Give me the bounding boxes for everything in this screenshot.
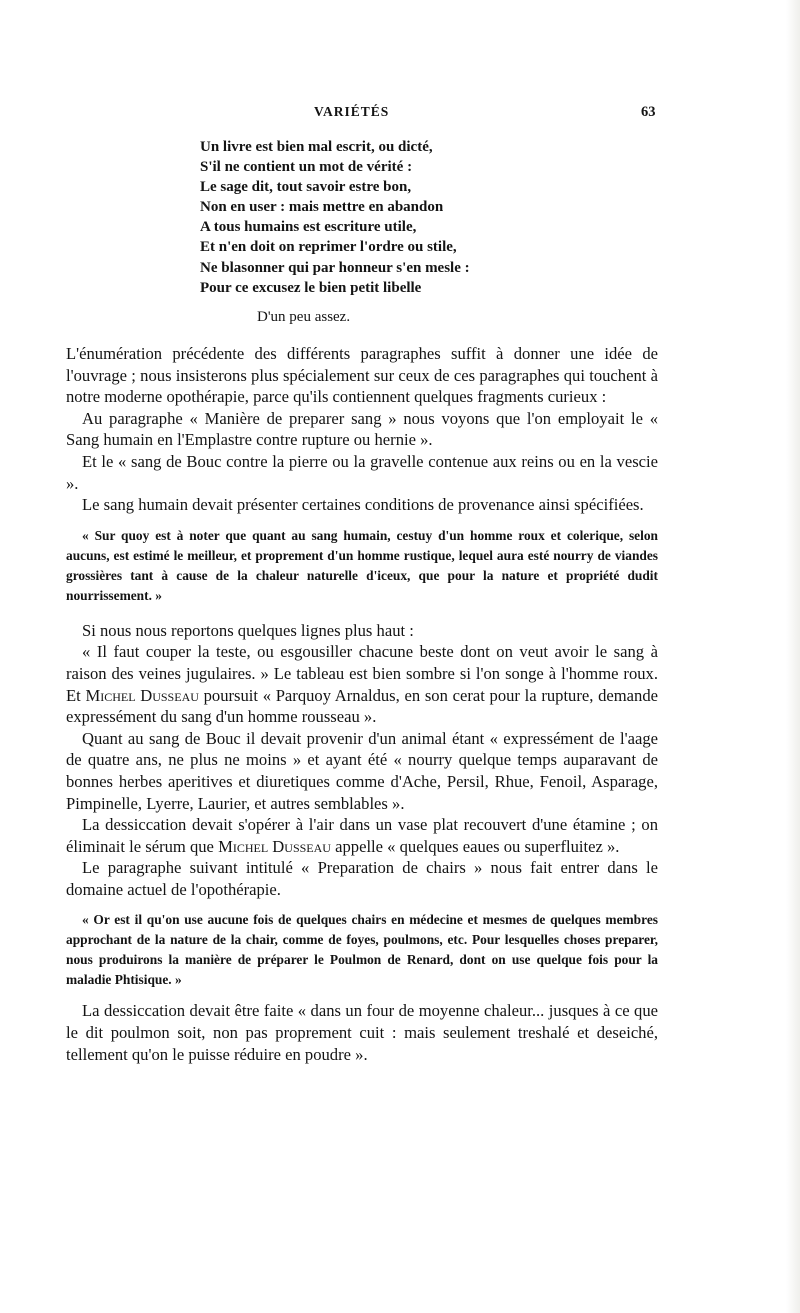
paragraph <box>66 641 658 727</box>
running-title: VARIÉTÉS <box>314 104 390 119</box>
paragraph <box>66 814 658 857</box>
paragraph: Quant au sang de Bouc il devait provenir d'un animal étant « expressément de l'aage de quatre ans, ne plus ne moins » et ayant été « nourry quelque temps auparavant de bonnes herbes aperitives et diuretiques comme d'Ache, Persil, Rhue, Fenoil, Asparage, Pimpinelle, Lyerre, Laurier, et autres semblables ». <box>66 728 658 813</box>
paragraph: Et le « sang de Bouc contre la pierre ou la gravelle contenue aux reins ou en la vescie ». <box>66 451 658 493</box>
poem-line: Pour ce excusez le bien petit libelle <box>200 279 422 296</box>
paragraph: Le sang humain devait présenter certaines conditions de provenance ainsi spécifiées. <box>82 495 644 515</box>
poem-line: A tous humains est escriture utile, <box>200 219 417 236</box>
paragraph: Le paragraphe suivant intitulé « Preparation de chairs » nous fait entrer dans le domaine actuel de l'opothérapie. <box>66 858 658 899</box>
page-edge-shadow <box>786 0 800 1313</box>
page-number: 63 <box>641 104 656 120</box>
poem-line: Un livre est bien mal escrit, ou dicté, <box>200 139 433 155</box>
paragraph: Au paragraphe « Manière de preparer sang » nous voyons que l'on employait le « Sang humain en l'Emplastre contre rupture ou hernie ». <box>66 408 658 450</box>
poem-line: Non en user : mais mettre en abandon <box>200 199 444 216</box>
poem-line: Le sage dit, tout savoir estre bon, <box>200 179 412 196</box>
block-quote: « Or est il qu'on use aucune fois de quelques chairs en médecine et mesmes de quelques membres approchant de la nature de la chair, comme de foyes, poulmons, etc. Pour lesquelles choses preparer, nous produirons la manière de préparer le Poulmon de Renard, dont on use quelque fois pour la maladie Phtisique. » <box>66 912 658 988</box>
paragraph: Si nous nous reportons quelques lignes plus haut : <box>82 620 414 640</box>
poem-line: Ne blasonner qui par honneur s'en mesle : <box>200 259 470 276</box>
author-name: Michel Dusseau <box>218 836 331 856</box>
paragraph: L'énumération précédente des différents paragraphes suffit à donner une idée de l'ouvrage ; nous insisterons plus spécialement sur ceux de ces paragraphes qui touchent à notre moderne opothérapie, parce qu'ils contiennent quelques fragments curieux : <box>66 344 658 407</box>
paragraph-text: appelle « quelques eaues ou superfluitez ». <box>335 836 620 856</box>
poem-line: S'il ne contient un mot de vérité : <box>200 159 413 176</box>
paragraph-text: La dessiccation devait s'opérer à l'air dans un vase plat recouvert d'une étamine ; on éliminait le sérum que <box>66 815 658 856</box>
page-header <box>0 104 800 126</box>
paragraph: La dessiccation devait être faite « dans un four de moyenne chaleur... jusques à ce que le dit poulmon soit, non pas proprement cuit : mais seulement treshalé et deseiché, tellement qu'on le puisse réduire en poudre ». <box>66 1001 658 1064</box>
poem <box>200 137 580 298</box>
poem-signoff: D'un peu assez. <box>257 309 351 325</box>
body-text <box>66 343 658 1065</box>
paragraph-text: poursuit « Parquoy Arnaldus, en son cerat pour la rupture, demande expressément du sang d'un homme rousseau ». <box>66 685 658 727</box>
block-quote: « Sur quoy est à noter que quant au sang humain, cestuy d'un homme roux et colerique, selon aucuns, est estimé le meilleur, et proprement d'un homme rustique, lequel aura esté nourry de viandes grossières tant à cause de la chaleur naturelle d'iceux, que pour la nature et propriété dudit nourrissement. » <box>66 527 658 603</box>
poem-line: Et n'en doit on reprimer l'ordre ou stile, <box>200 239 457 256</box>
author-name: Michel Dusseau <box>85 685 199 705</box>
paragraph-text: « Il faut couper la teste, ou esgousiller chacune beste dont on veut avoir le sang à raison des veines jugulaires. » Le tableau est bien sombre si l'on songe à l'homme roux. Et <box>66 642 658 705</box>
